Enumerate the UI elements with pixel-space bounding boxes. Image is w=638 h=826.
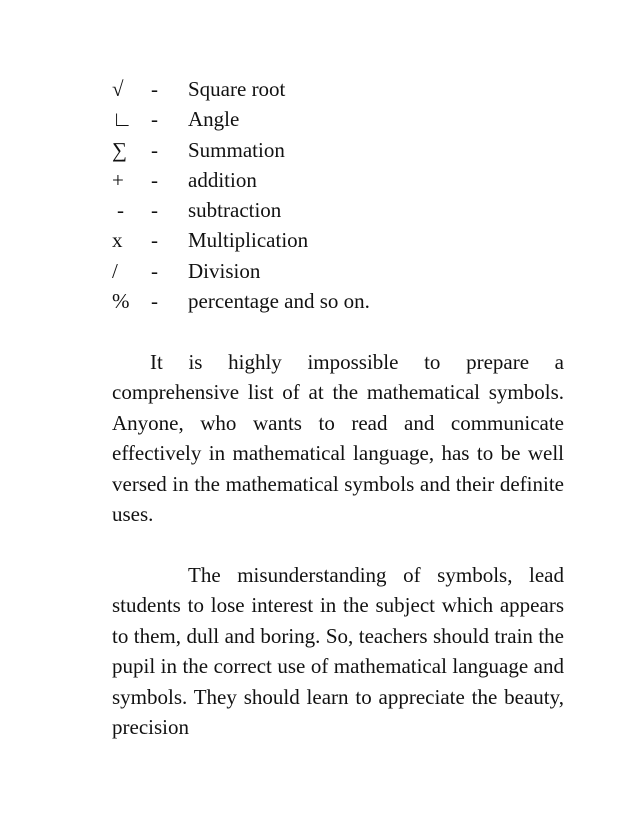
symbol-meaning: Multiplication <box>188 228 309 253</box>
symbol-dash: - <box>151 167 158 192</box>
symbol-row-division <box>112 258 532 288</box>
symbol: % <box>112 289 130 314</box>
symbol-dash: - <box>151 258 158 283</box>
symbol: ∑ <box>112 137 127 162</box>
symbol-dash: - <box>151 107 158 132</box>
symbol-row-summation <box>112 137 532 167</box>
body-paragraph: The misunderstanding of symbols, lead students to lose interest in the subject which appears to them, dull and boring. So, teachers should train the pupil in the correct use of mathematical language and symbols. They should learn to appreciate the beauty, precision <box>112 563 564 740</box>
symbol-row-angle <box>112 106 532 136</box>
symbol-meaning: addition <box>188 167 257 192</box>
symbol-meaning: subtraction <box>188 198 282 223</box>
symbol-row-addition <box>112 167 532 197</box>
symbol-dash: - <box>151 77 158 101</box>
symbol-meaning: Summation <box>188 137 285 162</box>
symbol-row-subtraction <box>112 197 532 227</box>
symbol-dash: - <box>151 289 158 314</box>
symbol-list <box>112 76 532 318</box>
symbol: / <box>112 258 118 283</box>
symbol: + <box>112 167 124 192</box>
symbol-row-percentage <box>112 288 532 318</box>
symbol-row-square-root <box>112 76 532 106</box>
symbol-dash: - <box>151 198 158 223</box>
symbol: √ <box>112 77 124 101</box>
symbol: - <box>117 198 124 223</box>
symbol-meaning: Division <box>188 258 261 283</box>
symbol-meaning: Square root <box>188 77 286 101</box>
symbol-meaning: Angle <box>188 107 240 132</box>
symbol: ∟ <box>112 107 133 132</box>
symbol-meaning: percentage and so on. <box>188 289 370 314</box>
symbol: x <box>112 228 123 253</box>
body-paragraph: It is highly impossible to prepare a comprehensive list of at the mathematical symbols. Anyone, who wants to read and communicate effectively in mathematical language, has to be well versed in the mathematical symbols and their definite uses. <box>112 350 564 527</box>
symbol-dash: - <box>151 228 158 253</box>
symbol-row-multiplication <box>112 227 532 257</box>
symbol-dash: - <box>151 137 158 162</box>
